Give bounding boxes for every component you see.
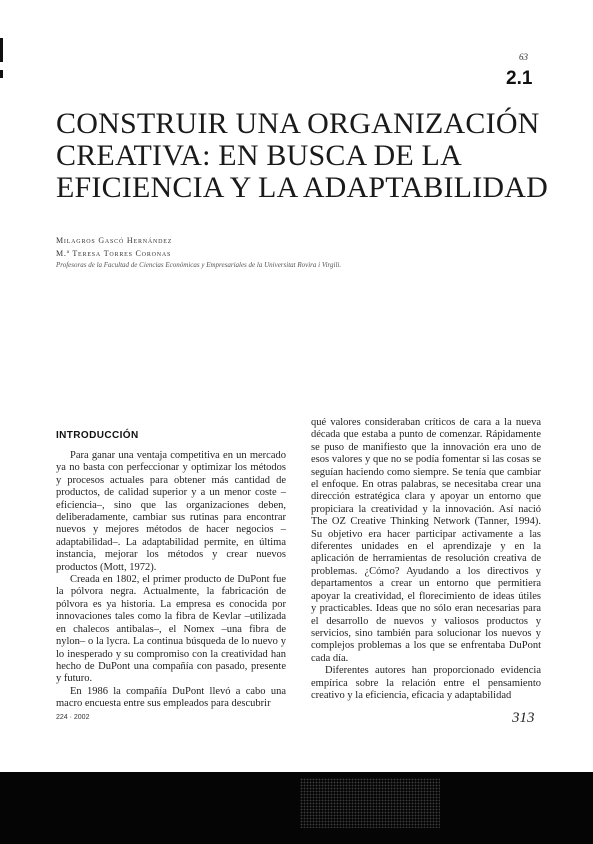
title-line: CONSTRUIR UNA ORGANIZACIÓN	[56, 107, 540, 140]
paragraph: Diferentes autores han proporcionado evidencia empírica sobre la relación entre el pensamiento creativo y la eficiencia, eficacia y adaptabilidad	[311, 665, 541, 701]
author-name: M.ª Teresa Torres Coronas	[56, 249, 172, 258]
right-text-column	[311, 417, 541, 702]
author-name: Milagros Gascó Hernández	[56, 236, 173, 245]
scan-edge-mark	[0, 38, 3, 62]
paragraph: Creada en 1802, el primer producto de DuPont fue la pólvora negra. Actualmente, la fabricación de pólvora es ya historia. La empresa es conocida por innovaciones tales como la fibra de Kevlar –utilizada en chalecos antibalas–, el Nomex –una fibra de nylon– o la lycra. La continua búsqueda de lo nuevo y lo inesperado y su compromiso con la creatividad han hecho de DuPont una compañía con pasado, presente y futuro.	[56, 574, 286, 685]
article-title	[56, 108, 556, 204]
title-line: EFICIENCIA Y LA ADAPTABILIDAD	[56, 171, 548, 204]
author-affiliation: Profesoras de la Facultad de Ciencias Económicas y Empresariales de la Universitat Rovira i Virgili.	[56, 261, 342, 269]
left-text-column	[56, 450, 286, 711]
paragraph: En 1986 la compañía DuPont llevó a cabo una macro encuesta entre sus empleados para descubrir	[56, 685, 286, 710]
scan-edge-mark	[0, 70, 3, 78]
scan-noise	[300, 778, 440, 828]
bottom-page-number: 313	[512, 710, 535, 726]
paragraph: qué valores consideraban críticos de cara a la nueva década que estaba a punto de comenzar. Rápidamente se puso de manifiesto que la innovación era uno de esos valores y que no se podía fomentar si las cosas se seguían haciendo como siempre. Se tenía que cambiar el enfoque. En otras palabras, se necesitaba crear una dirección estratégica clara y apoyar un entorno que propiciara la creatividad y la innovación. Así nació The OZ Creative Thinking Network (Tanner, 1994). Su objetivo era hacer participar activamente a las diferentes unidades en el aprendizaje y en la aplicación de herramientas de resolución creativa de problemas. ¿Cómo? Ayudando a los directivos y departamentos a crear un entorno que permitiera apoyar la creatividad, el florecimiento de ideas útiles y practicables. Ideas que no sólo eran necesarias para el desarrollo de nuevos y valiosos productos y servicios, sino también para solucionar los nuevos y complejos problemas a los que se enfrentaba DuPont cada día.	[311, 417, 541, 664]
title-line: CREATIVA: EN BUSCA DE LA	[56, 139, 462, 172]
footer-code: 224 · 2002	[56, 714, 90, 721]
section-number: 2.1	[506, 68, 533, 89]
paragraph: Para ganar una ventaja competitiva en un mercado ya no basta con perfeccionar y optimizar los métodos y procesos actuales para obtener más cantidad de productos, de calidad superior y a un menor coste –eficiencia–, sino que las organizaciones deben, deliberadamente, cambiar sus rutinas para encontrar nuevos y mejores métodos de hacer negocios –adaptabilidad–. La adaptabilidad permite, en última instancia, mejorar los métodos y crear nuevos productos (Mott, 1972).	[56, 450, 286, 573]
section-heading: INTRODUCCIÓN	[56, 430, 139, 441]
top-page-number: 63	[519, 52, 528, 62]
scan-dark-border	[0, 772, 593, 844]
